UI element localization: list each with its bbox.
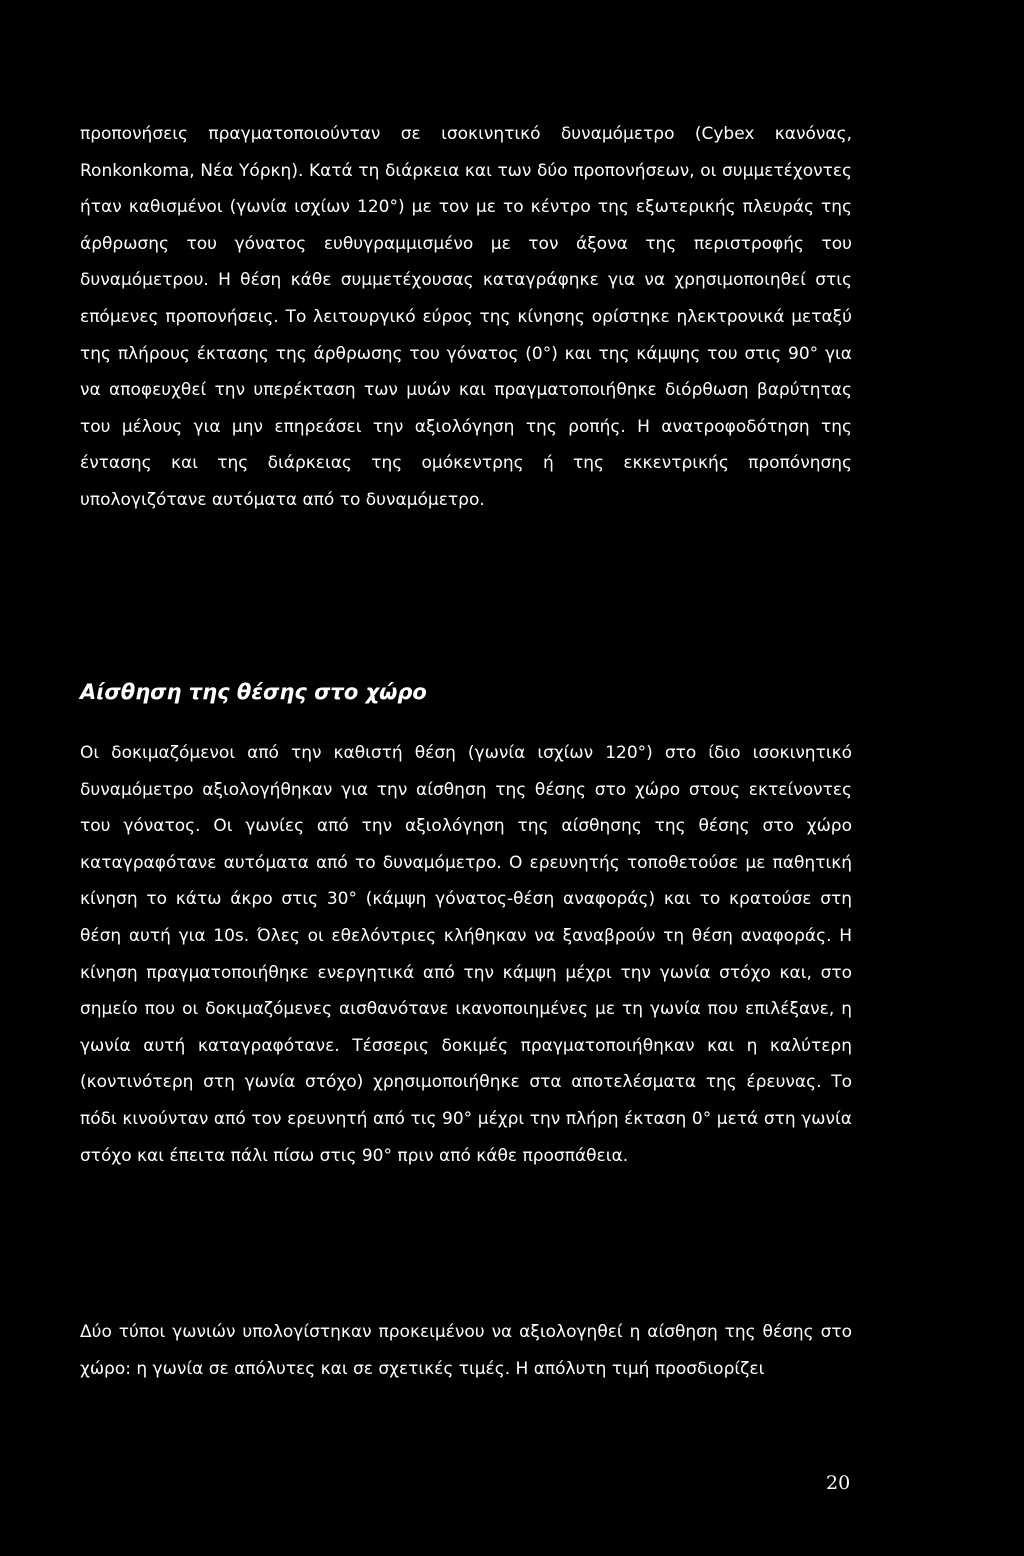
section-heading: Αίσθηση της θέσης στο χώρο bbox=[80, 680, 427, 704]
body-paragraph-2: Οι δοκιμαζόμενοι από την καθιστή θέση (γωνία ισχίων 120°) στο ίδιο ισοκινητικό δυναμόμετρο αξιολογήθηκαν για την αίσθηση της θέσης στο χώρο στους εκτείνοντες του γόνατος. Οι γωνίες από την αξιολόγηση της αίσθησης της θέσης στο χώρο καταγραφότανε αυτόματα από το δυναμόμετρο. Ο ερευνητής τοποθετούσε με παθητική κίνηση το κάτω άκρο στις 30° (κάμψη γόνατος-θέση αναφοράς) και το κρατούσε στη θέση αυτή για 10s. Όλες οι εθελόντριες κλήθηκαν να ξαναβρούν τη θέση αναφοράς. Η κίνηση πραγματοποιήθηκε ενεργητικά από την κάμψη μέχρι την γωνία στόχο και, στο σημείο που οι δοκιμαζόμενες αισθανότανε ικανοποιημένες με τη γωνία που επιλέξανε, η γωνία αυτή καταγραφότανε. Τέσσερις δοκιμές πραγματοποιήθηκαν και η καλύτερη (κοντινότερη στη γωνία στόχο) χρησιμοποιήθηκε στα αποτελέσματα της έρευνας. Το πόδι κινούνταν από τον ερευνητή από τις 90° μέχρι την πλήρη έκταση 0° μετά στη γωνία στόχο και έπειτα πάλι πίσω στις 90° πριν από κάθε προσπάθεια. bbox=[80, 743, 852, 1166]
page-number: 20 bbox=[826, 1472, 851, 1494]
body-paragraph-3: Δύο τύποι γωνιών υπολογίστηκαν προκειμένου να αξιολογηθεί η αίσθηση της θέσης στο χώρο: η γωνία σε απόλυτες και σε σχετικές τιμές. Η απόλυτη τιμή προσδιορίζει bbox=[80, 1322, 852, 1379]
body-paragraph-1: προπονήσεις πραγματοποιούνταν σε ισοκινητικό δυναμόμετρο (Cybex κανόνας, Ronkonkoma, Νέα Υόρκη). Κατά τη διάρκεια και των δύο προπονήσεων, οι συμμετέχοντες ήταν καθισμένοι (γωνία ισχίων 120°) με τον με το κέντρο της εξωτερικής πλευράς της άρθρωσης του γόνατος ευθυγραμμισμένο με τον άξονα της περιστροφής του δυναμόμετρου. Η θέση κάθε συμμετέχουσας καταγράφηκε για να χρησιμοποιηθεί στις επόμενες προπονήσεις. Το λειτουργικό εύρος της κίνησης ορίστηκε ηλεκτρονικά μεταξύ της πλήρους έκτασης της άρθρωσης του γόνατος (0°) και της κάμψης του στις 90° για να αποφευχθεί την υπερέκταση των μυών και πραγματοποιήθηκε διόρθωση βαρύτητας του μέλους για μην επηρεάσει την αξιολόγηση της ροπής. Η ανατροφοδότηση της έντασης και της διάρκειας της ομόκεντρης ή της εκκεντρικής προπόνησης υπολογιζότανε αυτόματα από το δυναμόμετρο. bbox=[80, 124, 852, 510]
